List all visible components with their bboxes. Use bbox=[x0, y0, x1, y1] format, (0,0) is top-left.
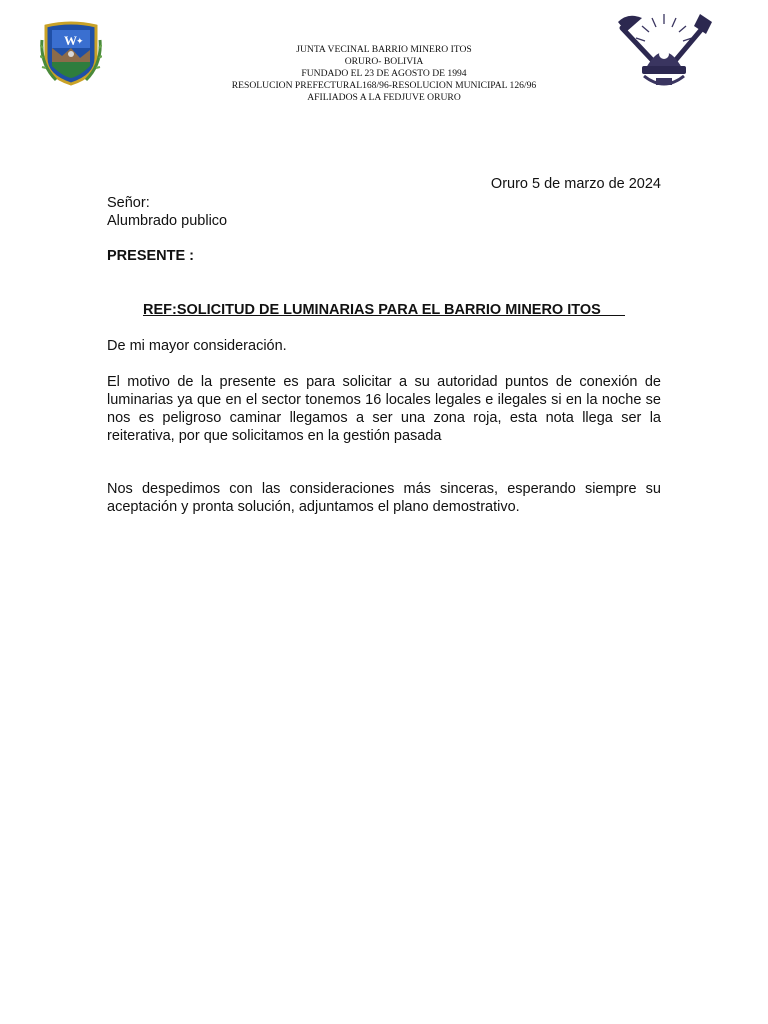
letterhead bbox=[200, 44, 568, 104]
letterhead-location: ORURO- BOLIVIA bbox=[344, 56, 424, 67]
pick-shovel-icon bbox=[614, 10, 714, 98]
greeting: De mi mayor consideración. bbox=[107, 338, 287, 354]
letterhead-org-name: JUNTA VECINAL BARRIO MINERO ITOS bbox=[296, 44, 472, 55]
letterhead-founded: FUNDADO EL 23 DE AGOSTO DE 1994 bbox=[301, 68, 467, 79]
letterhead-resolutions: RESOLUCION PREFECTURAL168/96-RESOLUCION MUNICIPAL 126/96 bbox=[231, 80, 537, 91]
miner-emblem-logo bbox=[614, 10, 714, 98]
recipient-title: Señor: bbox=[107, 195, 150, 211]
letterhead-affiliation: AFILIADOS A LA FEDJUVE ORURO bbox=[307, 92, 461, 103]
recipient-name: Alumbrado publico bbox=[107, 213, 228, 229]
reference-line: REF:SOLICITUD DE LUMINARIAS PARA EL BARRIO MINERO ITOS bbox=[142, 302, 625, 318]
letter-date: Oruro 5 de marzo de 2024 bbox=[490, 176, 661, 192]
svg-text:✦: ✦ bbox=[76, 36, 84, 46]
junta-vecinal-shield-logo bbox=[40, 18, 102, 88]
body-paragraph-closing: Nos despedimos con las consideraciones más sinceras, esperando siempre su aceptación y pronta solución, adjuntamos el plano demostrativo. bbox=[107, 481, 661, 515]
shield-icon bbox=[40, 18, 102, 88]
svg-text:W: W bbox=[64, 33, 77, 48]
presente-heading: PRESENTE : bbox=[107, 248, 195, 264]
body-paragraph-request: El motivo de la presente es para solicitar a su autoridad puntos de conexión de luminarias ya que en el sector tonemos 16 locales legales e ilegales si en la noche se nos es peligroso caminar llegamos a ser una zona roja, esta nota llega ser la reiterativa, por que solicitamos en la gestión pasada bbox=[107, 374, 661, 444]
